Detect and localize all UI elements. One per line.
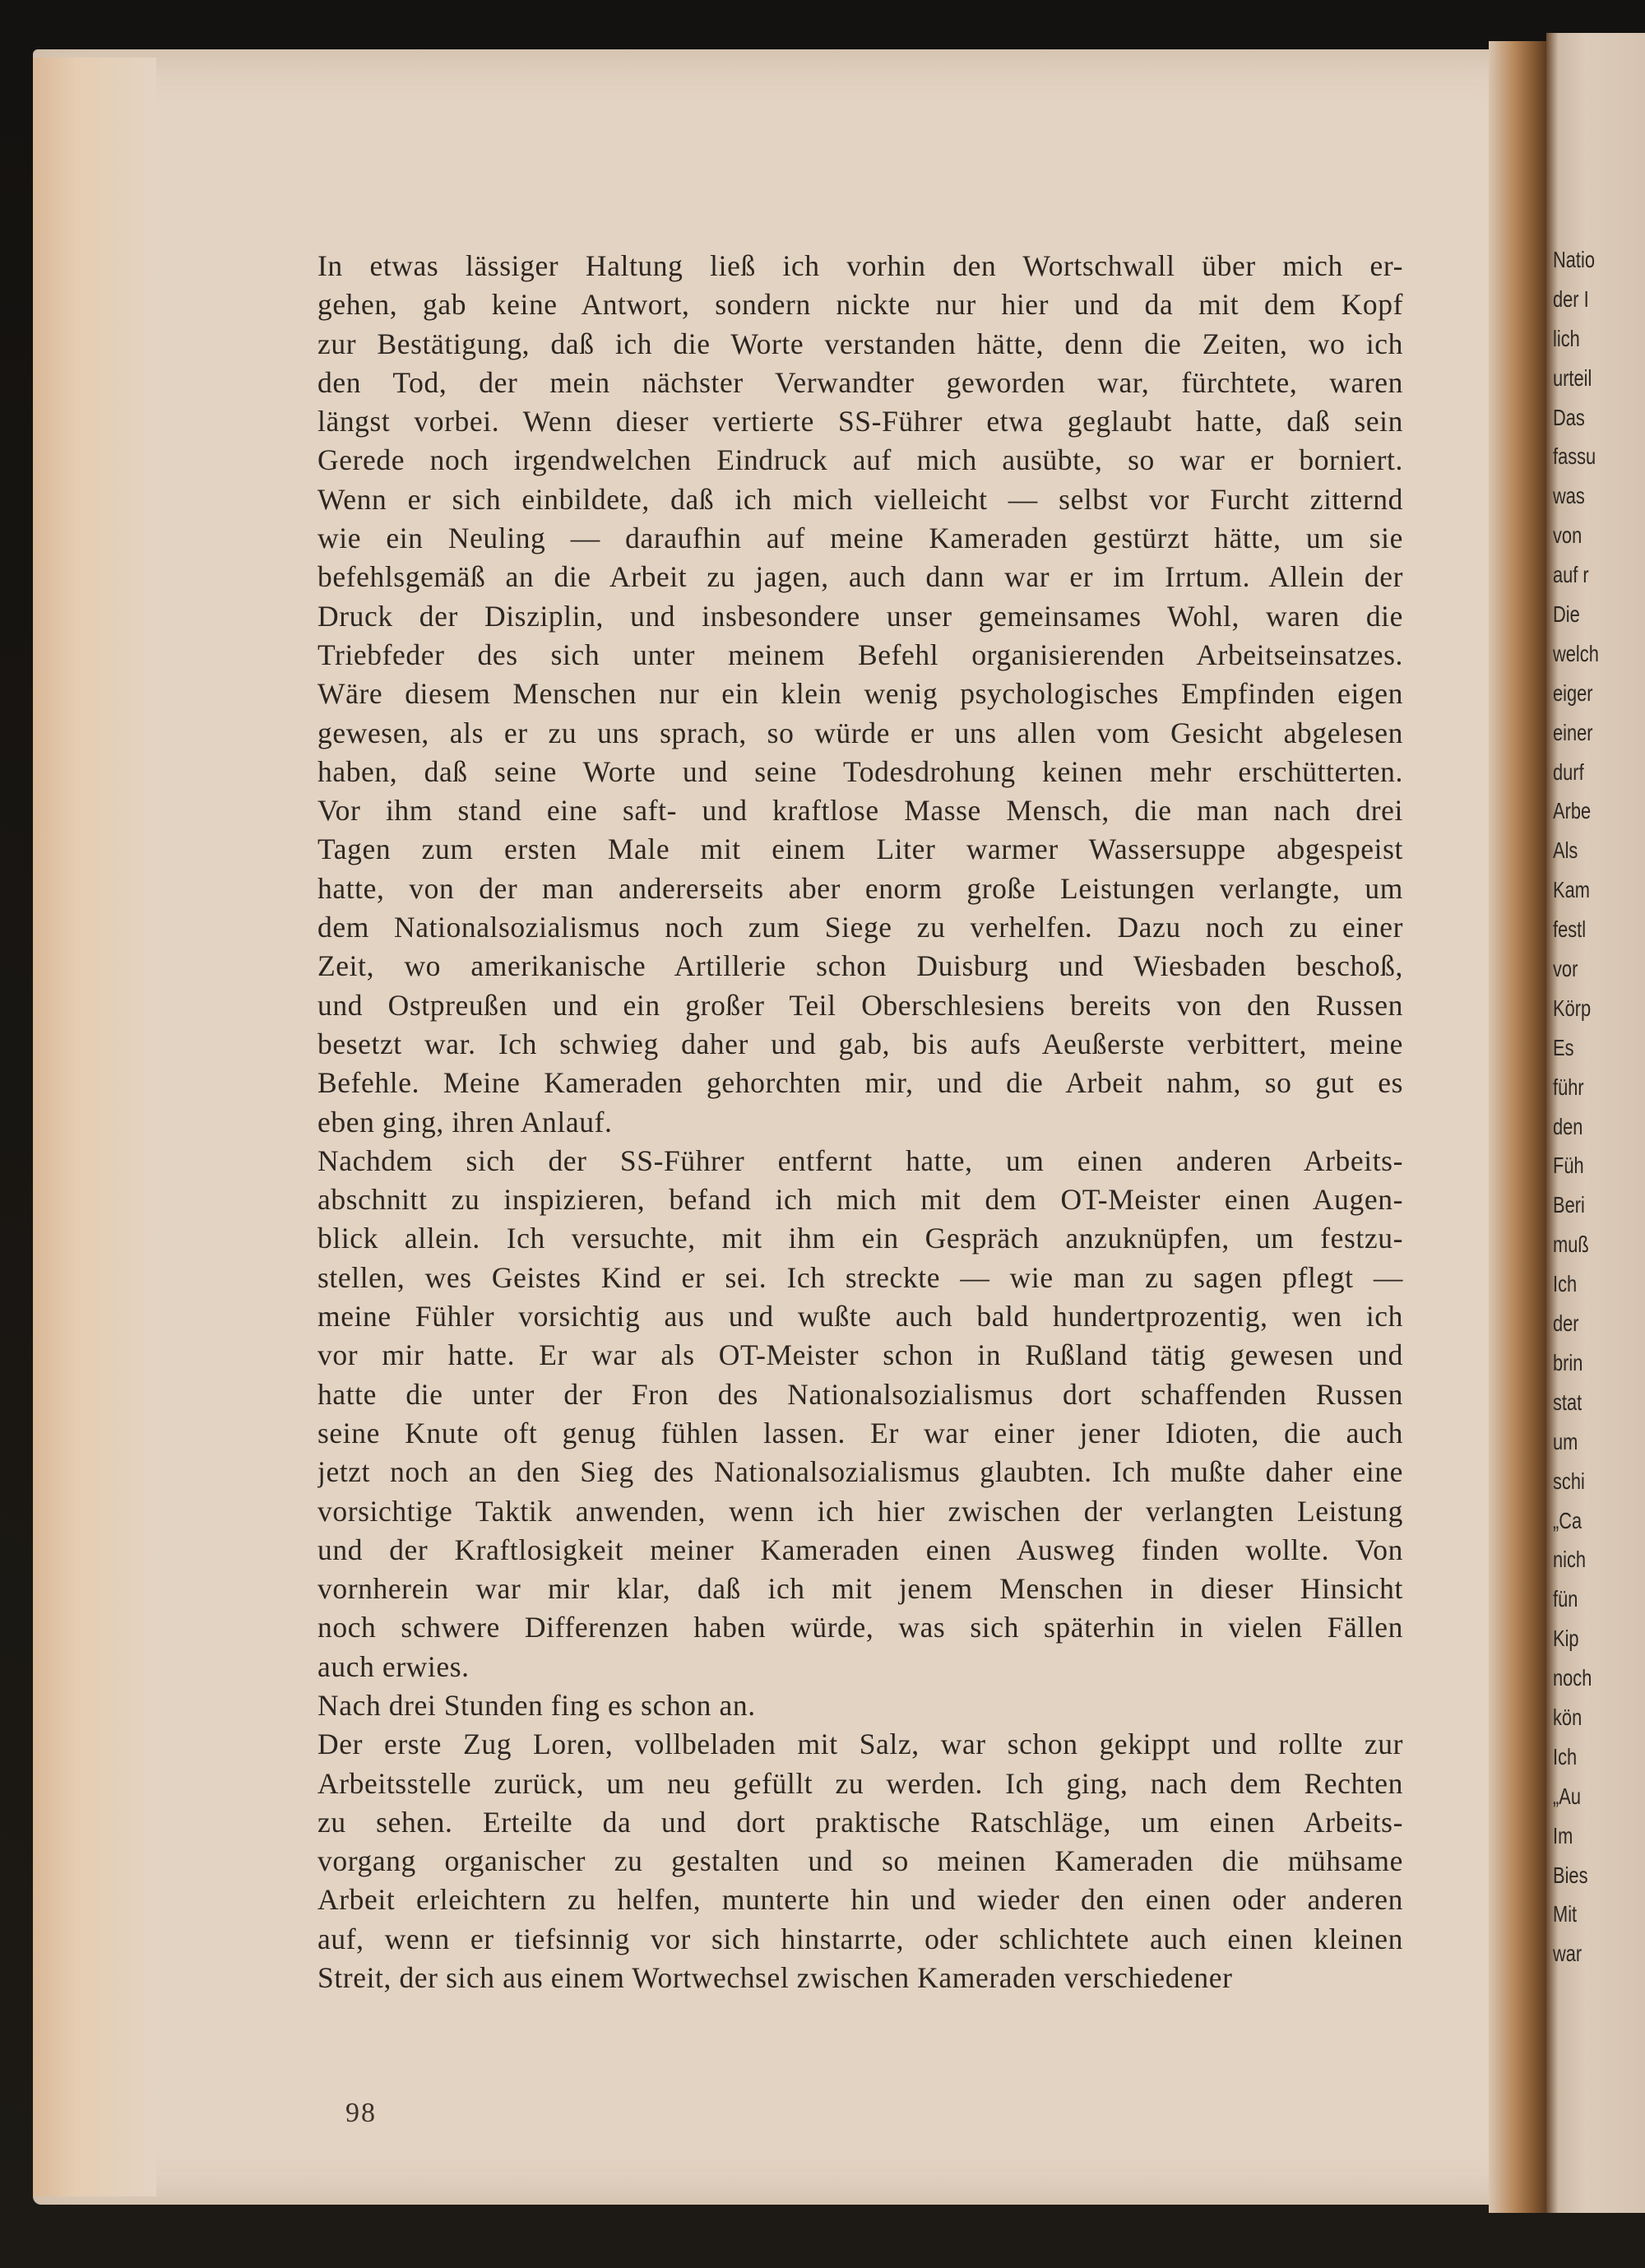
text-line: Tagen zum ersten Male mit einem Liter warmer Wassersuppe abgespeist: [317, 833, 1403, 866]
text-line: Der erste Zug Loren, vollbeladen mit Salz, war schon gekippt und rollte zur: [317, 1728, 1403, 1761]
left-page-edge: [33, 58, 156, 2196]
right-page-text-fragment: [1553, 240, 1643, 1973]
right-text-line: Im: [1553, 1822, 1573, 1848]
right-text-line: urteil: [1553, 364, 1592, 391]
text-line: hatte, von der man andererseits aber enorm große Leistungen verlangte, um: [317, 871, 1403, 905]
right-text-line: fassu: [1553, 443, 1596, 470]
text-line: und Ostpreußen und ein großer Teil Oberschlesiens bereits von den Russen: [317, 988, 1403, 1022]
right-text-line: der: [1553, 1310, 1579, 1337]
text-line: auch erwies.: [317, 1649, 470, 1683]
text-line: jetzt noch an den Sieg des Nationalsozialismus glaubten. Ich mußte daher eine: [317, 1455, 1403, 1489]
text-line: haben, daß seine Worte und seine Todesdrohung keinen mehr erschütterten.: [317, 754, 1403, 788]
right-text-line: war: [1553, 1941, 1582, 1967]
text-line: Triebfeder des sich unter meinem Befehl organisierenden Arbeitseinsatzes.: [317, 638, 1403, 671]
text-line: In etwas lässiger Haltung ließ ich vorhin den Wortschwall über mich er-: [317, 249, 1403, 282]
text-line: auf, wenn er tiefsinnig vor sich hinstarrte, oder schlichtete auch einen kleinen: [317, 1922, 1403, 1955]
text-line: befehlsgemäß an die Arbeit zu jagen, auch dann war er im Irrtum. Allein der: [317, 560, 1403, 594]
right-text-line: vor: [1553, 956, 1578, 982]
text-line: seine Knute oft genug fühlen lassen. Er war einer jener Idioten, die auch: [317, 1416, 1403, 1449]
right-text-line: Es: [1553, 1034, 1574, 1060]
text-line: dem Nationalsozialismus noch zum Siege zu verhelfen. Dazu noch zu einer: [317, 911, 1403, 944]
text-line: Wenn er sich einbildete, daß ich mich vielleicht — selbst vor Furcht zitternd: [317, 482, 1403, 516]
right-text-line: Ich: [1553, 1743, 1578, 1769]
right-text-line: Kam: [1553, 877, 1590, 903]
text-line: vornherein war mir klar, daß ich mit jenem Menschen in dieser Hinsicht: [317, 1572, 1403, 1606]
text-line: zur Bestätigung, daß ich die Worte verstanden hätte, denn die Zeiten, wo ich: [317, 327, 1403, 360]
right-text-line: Ich: [1553, 1271, 1578, 1297]
right-text-line: Kip: [1553, 1626, 1579, 1652]
text-line: vorsichtige Taktik anwenden, wenn ich hier zwischen der verlangten Leistung: [317, 1494, 1403, 1528]
right-text-line: Das: [1553, 404, 1585, 430]
right-text-line: Die: [1553, 601, 1580, 628]
right-text-line: lich: [1553, 325, 1580, 351]
right-text-line: Beri: [1553, 1192, 1585, 1218]
text-line: gehen, gab keine Antwort, sondern nickte nur hier und da mit dem Kopf: [317, 288, 1403, 322]
text-line: längst vorbei. Wenn dieser vertierte SS-Führer etwa geglaubt hatte, daß sein: [317, 405, 1403, 438]
right-text-line: „Ca: [1553, 1507, 1582, 1533]
text-line: Wäre diesem Menschen nur ein klein wenig psychologisches Empfinden eigen: [317, 677, 1403, 711]
text-line: noch schwere Differenzen haben würde, was sich späterhin in vielen Fällen: [317, 1611, 1403, 1644]
right-text-line: von: [1553, 522, 1582, 549]
text-line: wie ein Neuling — daraufhin auf meine Kameraden gestürzt hätte, um sie: [317, 522, 1403, 555]
book-gutter: [1489, 41, 1546, 2213]
text-line: Arbeit erleichtern zu helfen, munterte hin und wieder den einen oder anderen: [317, 1883, 1403, 1917]
right-text-line: Arbe: [1553, 798, 1592, 824]
text-line: und der Kraftlosigkeit meiner Kameraden einen Ausweg finden wollte. Von: [317, 1533, 1403, 1566]
text-line: Arbeitsstelle zurück, um neu gefüllt zu werden. Ich ging, nach dem Rechten: [317, 1766, 1403, 1800]
right-text-line: auf r: [1553, 562, 1589, 588]
text-line: den Tod, der mein nächster Verwandter geworden war, fürchtete, waren: [317, 365, 1403, 399]
text-line: Zeit, wo amerikanische Artillerie schon Duisburg und Wiesbaden beschoß,: [317, 949, 1403, 983]
text-line: Vor ihm stand eine saft- und kraftlose Masse Mensch, die man nach drei: [317, 794, 1403, 828]
right-text-line: brin: [1553, 1349, 1583, 1375]
right-text-line: führ: [1553, 1074, 1584, 1100]
right-text-line: kön: [1553, 1704, 1582, 1730]
text-line: eben ging, ihren Anlauf.: [317, 1105, 613, 1139]
right-text-line: Bies: [1553, 1862, 1588, 1888]
right-text-line: was: [1553, 483, 1585, 509]
right-text-line: eiger: [1553, 679, 1593, 706]
right-text-line: Als: [1553, 837, 1578, 864]
text-line: besetzt war. Ich schwieg daher und gab, bis aufs Aeußerste verbittert, meine: [317, 1027, 1403, 1060]
right-text-line: welch: [1553, 640, 1599, 666]
right-text-line: noch: [1553, 1665, 1592, 1691]
text-line: meine Fühler vorsichtig aus und wußte auch bald hundertprozentig, wen ich: [317, 1300, 1403, 1333]
text-line: zu sehen. Erteilte da und dort praktische Ratschläge, um einen Arbeits-: [317, 1805, 1403, 1839]
right-text-line: der I: [1553, 285, 1589, 312]
text-line: Gerede noch irgendwelchen Eindruck auf mich ausübte, so war er borniert.: [317, 443, 1403, 477]
right-text-line: „Au: [1553, 1783, 1581, 1809]
text-line: Druck der Disziplin, und insbesondere unser gemeinsames Wohl, waren die: [317, 599, 1403, 633]
text-line: stellen, wes Geistes Kind er sei. Ich streckte — wie man zu sagen pflegt —: [317, 1260, 1403, 1294]
text-line: vorgang organischer zu gestalten und so meinen Kameraden die mühsame: [317, 1844, 1403, 1878]
text-line: hatte die unter der Fron des Nationalsozialismus dort schaffenden Russen: [317, 1377, 1403, 1411]
text-line: gewesen, als er zu uns sprach, so würde er uns allen vom Gesicht abgelesen: [317, 716, 1403, 749]
right-text-line: um: [1553, 1428, 1578, 1454]
left-page-text: [317, 247, 1403, 1997]
right-text-line: den: [1553, 1113, 1583, 1139]
text-line: Befehle. Meine Kameraden gehorchten mir, und die Arbeit nahm, so gut es: [317, 1066, 1403, 1100]
text-line: Nach drei Stunden fing es schon an.: [317, 1688, 756, 1722]
page-number: 98: [345, 2098, 377, 2128]
right-text-line: stat: [1553, 1389, 1582, 1415]
text-line: abschnitt zu inspizieren, befand ich mich mit dem OT-Meister einen Augen-: [317, 1183, 1403, 1217]
right-text-line: Füh: [1553, 1153, 1584, 1179]
text-line: Nachdem sich der SS-Führer entfernt hatte, um einen anderen Arbeits-: [317, 1143, 1403, 1177]
text-line: blick allein. Ich versuchte, mit ihm ein Gespräch anzuknüpfen, um festzu-: [317, 1222, 1403, 1255]
right-text-line: fün: [1553, 1586, 1578, 1612]
text-line: Streit, der sich aus einem Wortwechsel zwischen Kameraden verschiedener: [317, 1961, 1233, 1995]
right-text-line: Körp: [1553, 995, 1592, 1021]
right-text-line: muß: [1553, 1231, 1589, 1258]
right-text-line: festl: [1553, 916, 1587, 943]
right-text-line: Mit: [1553, 1901, 1578, 1927]
right-text-line: nich: [1553, 1547, 1587, 1573]
right-text-line: durf: [1553, 758, 1584, 785]
text-line: vor mir hatte. Er war als OT-Meister schon in Rußland tätig gewesen und: [317, 1338, 1403, 1372]
right-text-line: einer: [1553, 719, 1593, 745]
right-text-line: Natio: [1553, 247, 1595, 272]
right-text-line: schi: [1553, 1468, 1585, 1494]
